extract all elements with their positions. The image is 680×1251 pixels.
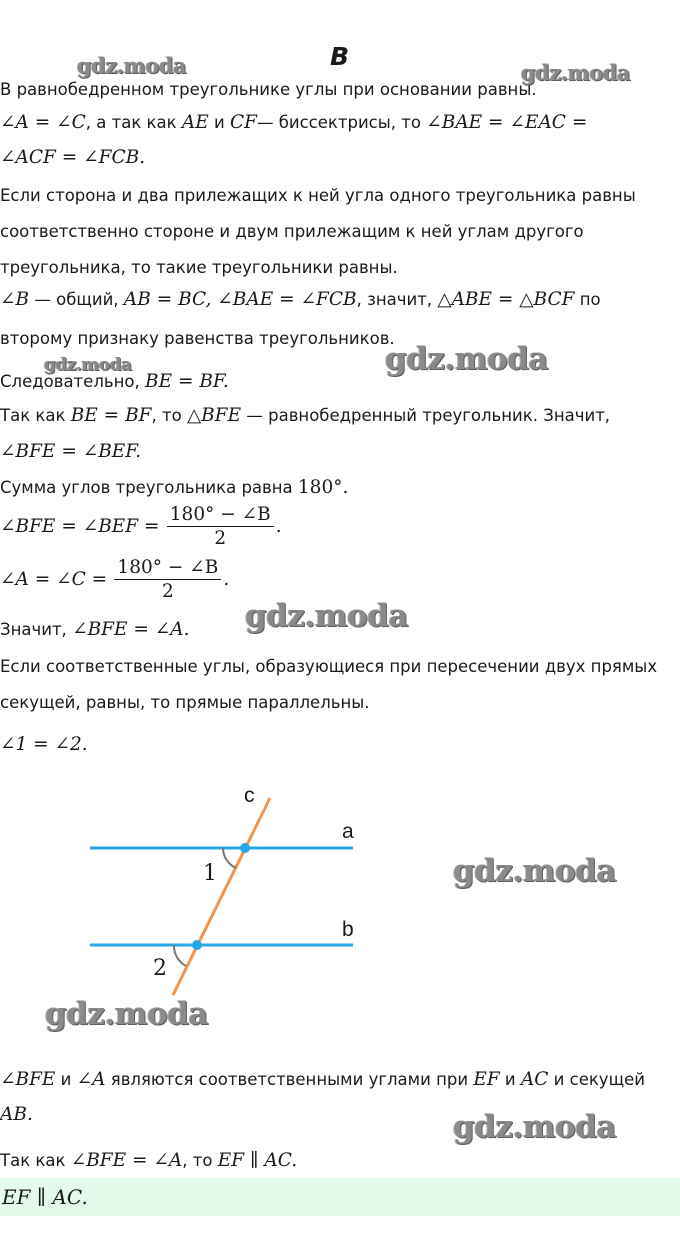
math-line: ∠BFE = ∠BEF = $\frac{180^\circ - \angle B}{2}$ . [0,504,282,549]
watermark: gdz.moda [45,996,208,1032]
label-c: c [244,784,255,807]
label-angle-2: 2 [153,956,167,981]
text-line: ∠A = ∠C, а так как AE и CF— биссектрисы, то ∠BAE = ∠EAC = [0,112,588,133]
text-line: ∠BFE и ∠A являются соответственными углами при EF и AC и секущей [0,1069,645,1090]
intersection-point [192,940,202,950]
watermark: gdz.moda [77,53,187,78]
secant-c [173,798,270,995]
text-line: секущей, равны, то прямые параллельны. [0,693,370,712]
label-a: a [342,820,354,843]
fraction: $\frac{180^\circ - \angle B}{2}$ [114,557,221,602]
intersection-point [240,843,250,853]
section-heading: В [330,42,350,71]
watermark: gdz.moda [521,60,631,85]
angle-1-arc [223,848,236,868]
math-line: ∠1 = ∠2. [0,734,88,755]
angle-2-arc [174,945,186,966]
watermark: gdz.moda [245,598,408,634]
label-angle-1: 1 [203,861,217,886]
parallel-lines-diagram [0,780,400,1010]
text-line: соответственно стороне и двум прилежащим к ней углам другого [0,222,584,241]
text-line: ∠B — общий, AB = BC, ∠BAE = ∠FCB, значит, △ABE = △BCF по [0,289,601,310]
watermark: gdz.moda [453,853,616,889]
answer-text: EF ∥ AC. [2,1185,88,1209]
text-line: Сумма углов треугольника равна 180°. [0,477,349,498]
watermark: gdz.moda [44,355,132,375]
watermark: gdz.moda [453,1109,616,1145]
text-line: треугольника, то такие треугольники равны. [0,258,398,277]
text-line: Следовательно, BE = BF. [0,371,229,392]
text-line: Если сторона и два прилежащих к ней угла одного треугольника равны [0,186,636,205]
label-b: b [342,918,354,941]
watermark: gdz.moda [385,341,548,377]
fraction: $\frac{180^\circ - \angle B}{2}$ [167,504,274,549]
math-line: ∠ACF = ∠FCB. [0,147,146,168]
text-line: Так как ∠BFE = ∠A, то EF ∥ AC. [0,1150,298,1171]
text-line: Значит, ∠BFE = ∠A. [0,619,190,640]
text-line: Так как BE = BF, то △BFE — равнобедренный треугольник. Значит, [0,405,611,426]
answer-box [0,1178,680,1216]
math-line: ∠A = ∠C = $\frac{180^\circ - \angle B}{2}$ . [0,557,230,602]
text-line: Если соответственные углы, образующиеся при пересечении двух прямых [0,657,658,676]
text-line: второму признаку равенства треугольников. [0,329,395,348]
math-line: ∠BFE = ∠BEF. [0,441,142,462]
math-line: AB. [0,1104,33,1125]
text-line: В равнобедренном треугольнике углы при основании равны. [0,80,537,99]
